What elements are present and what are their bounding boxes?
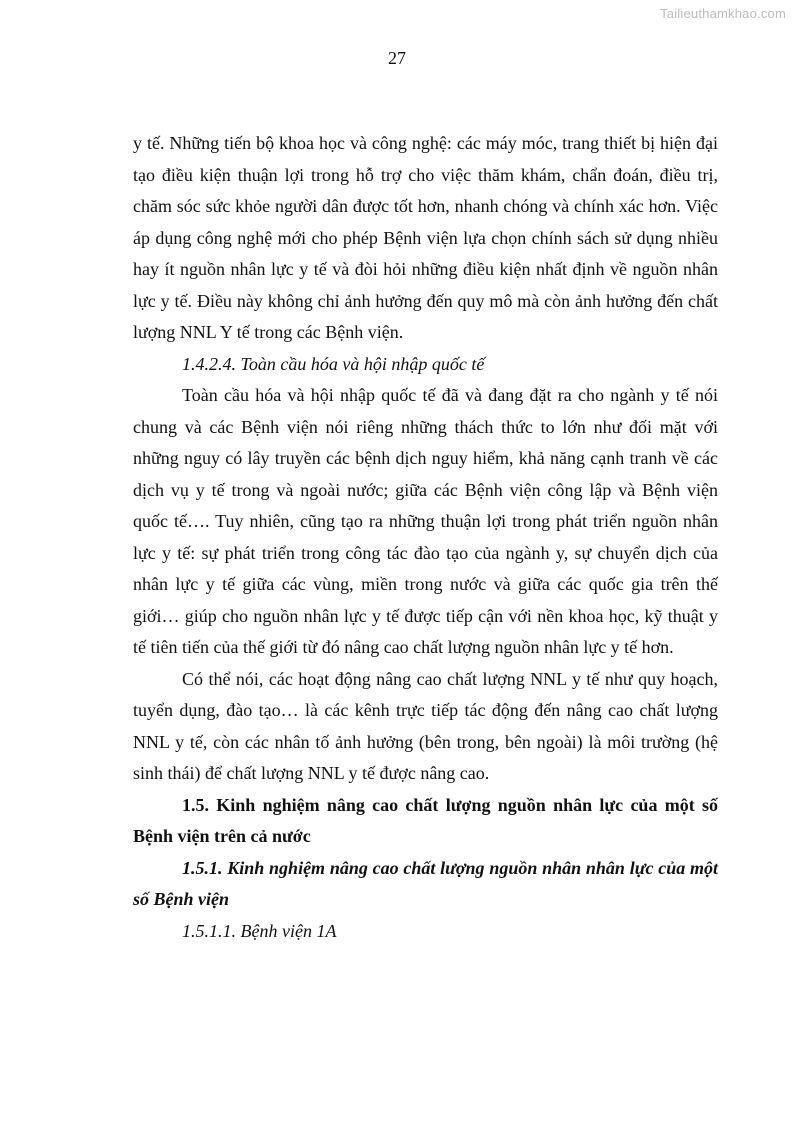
heading-1-4-2-4: 1.4.2.4. Toàn cầu hóa và hội nhập quốc tế [182,353,485,374]
paragraph-globalization: Toàn cầu hóa và hội nhập quốc tế đã và đang đặt ra cho ngành y tế nói chung và các Bệnh viện nói riêng những thách thức to lớn như đối mặt với những nguy có lây truyền các bệnh dịch nguy hiểm, khả năng cạnh tranh về các dịch vụ y tế trong và ngoài nước; giữa các Bệnh viện công lập và Bệnh viện quốc tế…. Tuy nhiên, cũng tạo ra những thuận lợi trong phát triển nguồn nhân lực y tế: sự phát triển trong công tác đào tạo của ngành y, sự chuyển dịch của nhân lực y tế giữa các vùng, miền trong nước và giữa các quốc gia trên thế giới… giúp cho nguồn nhân lực y tế được tiếp cận với nền khoa học, kỹ thuật y tế tiên tiến của thế giới từ đó nâng cao chất lượng nguồn nhân lực y tế hơn. [133,385,718,657]
heading-1-5-1: 1.5.1. Kinh nghiệm nâng cao chất lượng nguồn nhân nhân lực của một số Bệnh viện [133,857,718,909]
page-number: 27 [388,48,406,68]
heading-1-5: 1.5. Kinh nghiệm nâng cao chất lượng nguồn nhân lực của một số Bệnh viện trên cả nước [133,794,718,846]
paragraph-conclusion: Có thể nói, các hoạt động nâng cao chất lượng NNL y tế như quy hoạch, tuyển dụng, đào tạo… là các kênh trực tiếp tác động đến nâng cao chất lượng NNL y tế, còn các nhân tố ảnh hưởng (bên trong, bên ngoài) là môi trường (hệ sinh thái) để chất lượng NNL y tế được nâng cao. [133,668,718,783]
heading-1-5-1-1: 1.5.1.1. Bệnh viện 1A [182,920,337,941]
paragraph-technology: y tế. Những tiến bộ khoa học và công nghệ: các máy móc, trang thiết bị hiện đại tạo điều kiện thuận lợi trong hỗ trợ cho việc thăm khám, chẩn đoán, điều trị, chăm sóc sức khỏe người dân được tốt hơn, nhanh chóng và chính xác hơn. Việc áp dụng công nghệ mới cho phép Bệnh viện lựa chọn chính sách sử dụng nhiều hay ít nguồn nhân lực y tế và đòi hỏi những điều kiện nhất định về nguồn nhân lực y tế. Điều này không chỉ ảnh hưởng đến quy mô mà còn ảnh hưởng đến chất lượng NNL Y tế trong các Bệnh viện. [133,133,718,342]
watermark: Tailieuthamkhao.com [660,6,786,21]
document-body [133,128,718,947]
